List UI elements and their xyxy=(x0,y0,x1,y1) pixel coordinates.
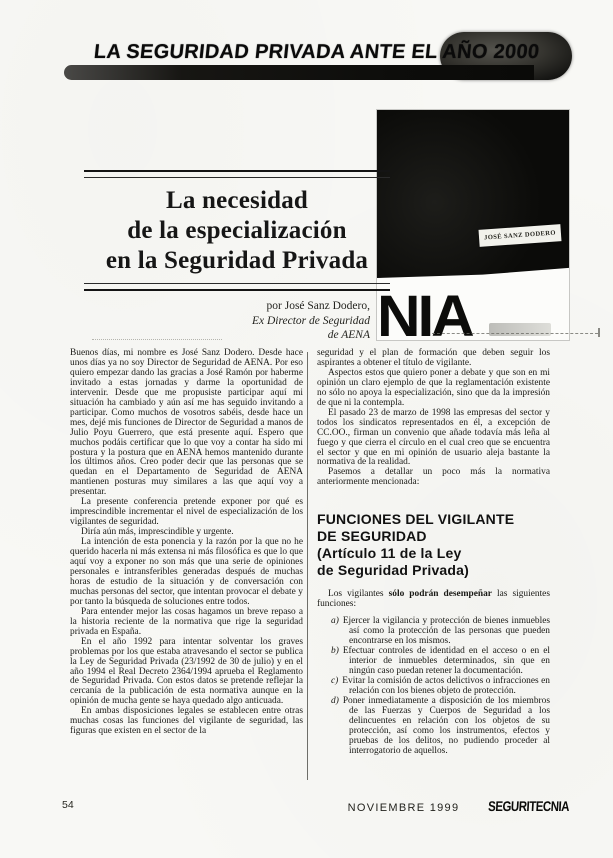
paragraph: seguridad y el plan de formación que deben seguir los aspirantes a obtener el título de vigilante. xyxy=(317,348,550,368)
left-column xyxy=(70,349,303,737)
list-item xyxy=(317,697,550,757)
paragraph: Para entender mejor las cosas hagamos un breve repaso a la historia reciente de la normativa que rige la seguridad privada en España. xyxy=(70,606,303,637)
section-heading-line-4: de Seguridad Privada) xyxy=(317,562,470,579)
photo-name-label: JOSÉ SANZ DODERO xyxy=(479,224,562,247)
list-item-text: Evitar la comisión de actos delictivos o infracciones en relación con los bienes objeto de protección. xyxy=(342,675,550,696)
scan-dashed-line xyxy=(432,333,598,334)
banner-title: LA SEGURIDAD PRIVADA ANTE EL AÑO 2000 xyxy=(92,41,541,63)
functions-list xyxy=(317,617,550,756)
list-intro-pre: Los vigilantes xyxy=(328,589,389,600)
list-item-marker: b) xyxy=(331,646,339,657)
list-intro-post: las siguientes funciones: xyxy=(317,589,550,610)
byline xyxy=(170,299,370,343)
byline-author: por José Sanz Dodero, xyxy=(266,300,370,312)
section-heading-line-1: FUNCIONES DEL VIGILANTE xyxy=(317,511,515,528)
column-divider-rule xyxy=(307,352,308,780)
author-photo xyxy=(377,110,569,349)
scan-dotted-line xyxy=(92,339,222,340)
list-intro-bold: sólo podrán desempeñar xyxy=(388,589,492,600)
list-item-text: Poner inmediatamente a disposición de los miembros de las Fuerzas y Cuerpos de Seguridad a los delincuentes en relación con los objetos de su protección, así como los instrumentos, efectos y pruebas de los delitos, no pudiendo proceder al interrogatorio de aquellos. xyxy=(342,695,550,756)
section-heading-line-2: DE SEGURIDAD xyxy=(317,528,427,545)
paragraph: Buenos días, mi nombre es José Sanz Dodero. Desde hace unos días ya no soy Director de Seguridad de AENA. Por eso quiero empezar dando las gracias a José Ramón por haberme invitado a estas jornadas y darme la oportunidad de intervenir. Desde que me propusiste participar aquí mi situación ha cambiado y aún así me has seguido invitando a participar. Como muchos de vosotros sabéis, desde hace un mes, dejé mis funciones de Director de Seguridad a manos de Julio Poyu Guerrero, que está presente aquí. Espero que muchos podáis certificar que lo que voy a contar ha sido mi postura y la postura que en AENA hemos mantenido durante los últimos años. Creo poder decir que las personas que se quedan en el Departamento de Seguridad de AENA mantienen posturas muy similares a las que aquí voy a presentar. xyxy=(70,348,303,498)
byline-org: de AENA xyxy=(327,329,370,341)
article-title xyxy=(84,170,390,291)
paragraph: La presente conferencia pretende exponer por qué es imprescindible incrementar el nivel de especialización de los vigilantes de seguridad. xyxy=(70,497,303,528)
list-intro xyxy=(317,590,550,610)
header-banner xyxy=(62,31,572,83)
paragraph: En el año 1992 para intentar solventar los graves problemas por los que estaba atravesando el sector se publica la Ley de Seguridad Privada (23/1992 de 30 de julio) y en el año 1994 el Real Decreto 2364/1994 aprueba el Reglamento de Seguridad Privada. Con estos datos se pretende reflejar la cercanía de la publicación de esta normativa aunque en la opinión de mucha gente se haya quedado algo anticuada. xyxy=(70,636,303,707)
paragraph: Diría aún más, imprescindible y urgente. xyxy=(81,527,234,538)
photo-backdrop-text: NIA xyxy=(377,284,472,349)
list-item-marker: a) xyxy=(331,616,339,627)
list-item-text: Efectuar controles de identidad en el acceso o en el interior de inmuebles determinados, sin que en ningún caso puedan retener la documentación. xyxy=(342,646,550,677)
title-line-3: en la Seguridad Privada xyxy=(105,247,369,274)
right-column xyxy=(317,349,550,757)
paragraph: El pasado 23 de marzo de 1998 las empresas del sector y todos los sindicatos representados en él, a excepción de CC.OO., firman un convenio que añade todavía más leña al fuego y que cierra el círculo en el cual creo que se encuentra el sector y que en mi opinión de usuario aleja bastante la normativa de la realidad. xyxy=(317,407,550,468)
paragraph: La intención de esta ponencia y la razón por la que no he querido hacerla ni más extensa ni más filosófica es que lo que aquí voy a exponer no son más que una serie de opiniones personales e intransferibles generadas después de muchas horas de estudio de la situación y de conversación con muchas personas del sector, que intentan provocar el debate y por tanto la búsqueda de soluciones entre todos. xyxy=(70,537,303,607)
list-item-marker: c) xyxy=(331,675,339,686)
photo-smudge xyxy=(489,323,551,336)
footer-right xyxy=(348,798,569,814)
list-item-text: Ejercer la vigilancia y protección de bienes inmuebles así como la protección de las personas que pueden encontrarse en los mismos. xyxy=(342,616,550,647)
banner-underline-bar xyxy=(64,65,534,80)
section-heading xyxy=(317,511,550,579)
seguritecnia-logo: SEGURITECNIA xyxy=(488,798,570,814)
list-item xyxy=(317,647,550,677)
byline-role: Ex Director de Seguridad xyxy=(251,314,370,327)
page-number: 54 xyxy=(62,799,74,811)
scan-corner-tick xyxy=(598,328,600,337)
section-heading-line-3: (Artículo 11 de la Ley xyxy=(317,545,462,562)
photo-dark-area xyxy=(377,110,569,278)
paragraph: Pasemos a detallar un poco más la normativa anteriormente mencionada: xyxy=(317,467,550,488)
paragraph: Aspectos estos que quiero poner a debate y que son en mi opinión un claro ejemplo de que la reglamentación existente no sólo no apoya la especialización, sino que da la impresión de que ni la contempla. xyxy=(317,367,550,408)
title-line-1: La necesidad xyxy=(166,187,308,214)
list-item xyxy=(317,677,550,697)
issue-date: NOVIEMBRE 1999 xyxy=(347,802,460,814)
list-item xyxy=(317,617,550,647)
list-item-marker: d) xyxy=(331,695,339,706)
title-line-2: de la especialización xyxy=(127,217,347,244)
paragraph: En ambas disposiciones legales se establecen entre otras muchas cosas las funciones del vigilante de seguridad, las figuras que existen en el sector de la xyxy=(70,706,303,737)
